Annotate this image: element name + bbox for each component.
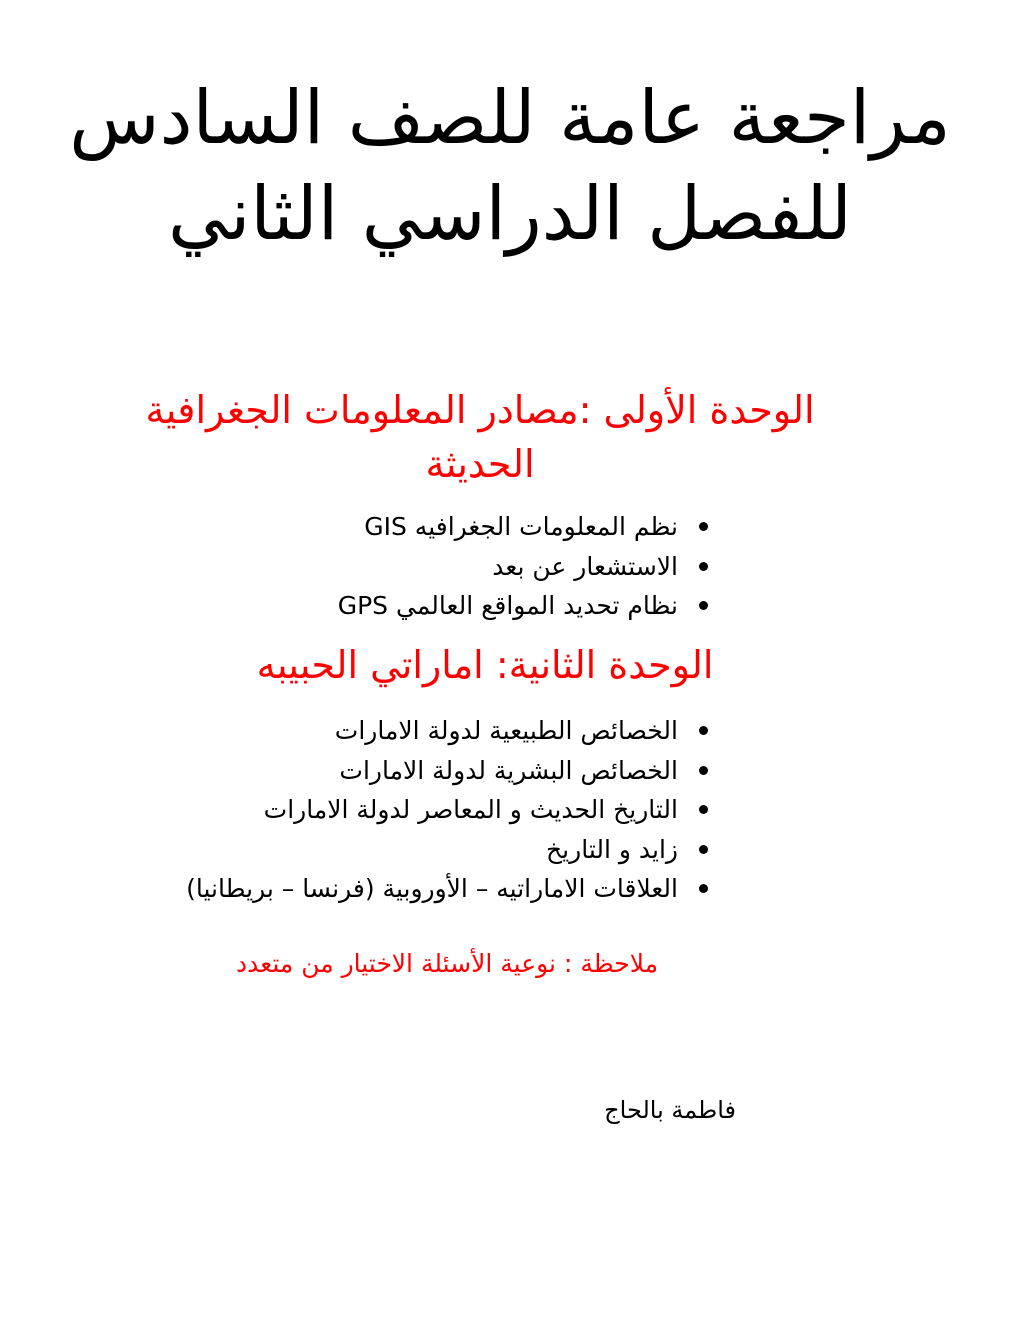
list-item-text: زايد و التاريخ [546,834,678,864]
list-item-text: العلاقات الاماراتيه – الأوروبية (فرنسا – بريطانيا) [186,874,678,903]
exam-note: ملاحظة : نوعية الأسئلة الاختيار من متعدد [236,949,658,978]
bullet-icon [699,562,708,571]
list-item-text: الخصائص البشرية لدولة الامارات [339,755,678,785]
list-item [338,586,708,626]
list-item [186,790,708,830]
unit-2-heading: الوحدة الثانية: اماراتي الحبيبه [256,643,714,687]
unit-2-topic-list [186,711,708,909]
bullet-icon [699,726,708,735]
bullet-icon [699,766,708,775]
list-item-text: التاريخ الحديث و المعاصر لدولة الامارات [263,795,678,824]
list-item-text: نظم المعلومات الجغرافيه GIS [364,512,678,541]
bullet-icon [699,522,708,531]
list-item [186,711,708,751]
page-title: مراجعة عامة للصف السادس للفصل الدراسي الثاني [69,75,951,257]
list-item-text: الخصائص الطبيعية لدولة الامارات [334,716,678,745]
list-item [186,869,708,909]
list-item [338,507,708,547]
author-name: فاطمة بالحاج [604,1096,736,1124]
list-item-text: نظام تحديد المواقع العالمي GPS [337,591,678,620]
bullet-icon [699,805,708,814]
bullet-icon [699,884,708,893]
list-item [186,751,708,791]
list-item [338,547,708,587]
unit-1-topic-list [338,507,708,626]
bullet-icon [699,845,708,854]
unit-1-heading: الوحدة الأولى :مصادر المعلومات الجغرافية الحديثة [145,388,815,486]
list-item-text: الاستشعار عن بعد [492,551,678,581]
list-item [186,830,708,870]
bullet-icon [699,601,708,610]
